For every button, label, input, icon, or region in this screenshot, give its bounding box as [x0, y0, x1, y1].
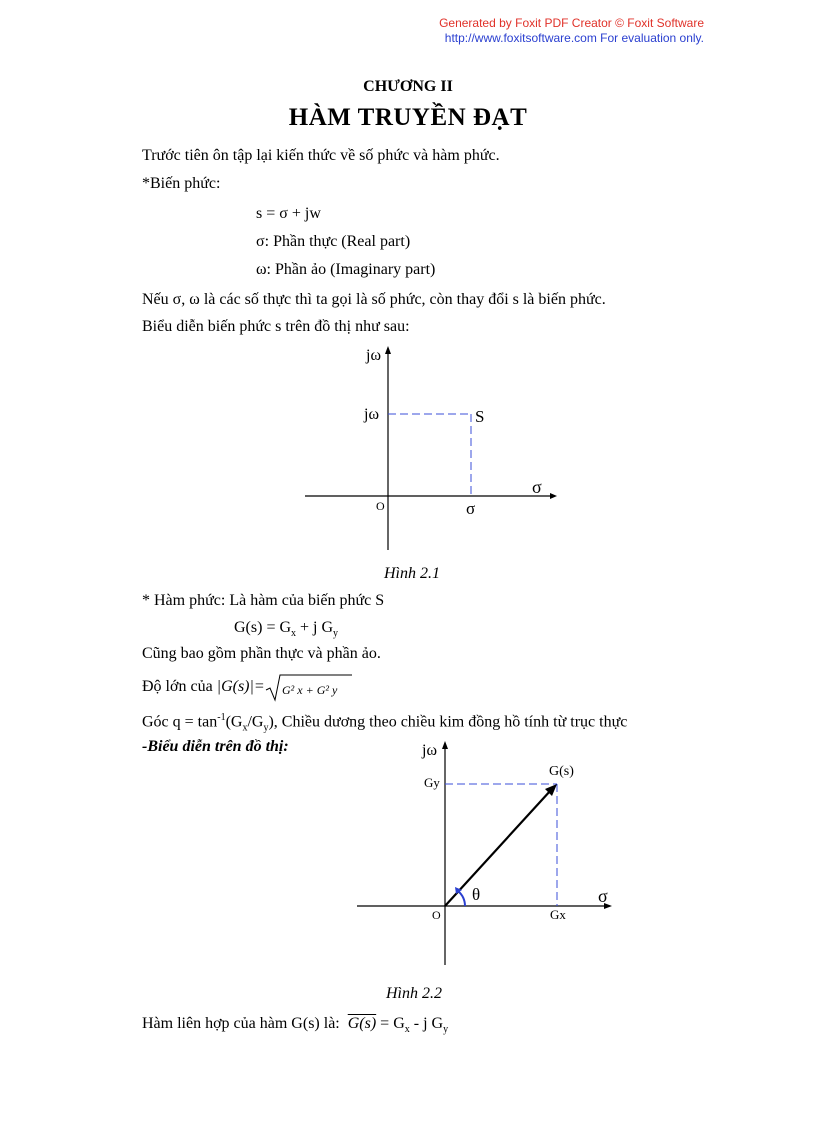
figure-2-1: [300, 340, 560, 555]
complex-variable-heading: *Biến phức:: [142, 175, 221, 192]
fig1-x-tick-label: σ: [466, 499, 476, 518]
magnitude-rhs: G² x + G² y: [282, 683, 338, 697]
figure-2-2: [352, 735, 620, 970]
complex-function-equation: $G(s) = G_x + j$ $G_y$: [234, 619, 339, 640]
fig2-gy-label: Gy: [424, 775, 440, 790]
magnitude-sqrt-formula: [264, 672, 354, 704]
fig2-x-axis-label: σ: [598, 886, 608, 906]
paragraph-complex-numbers: Nếu σ, ω là các số thực thì ta gọi là số phức, còn thay đổi s là biến phức.: [142, 291, 606, 308]
complex-function-note: Cũng bao gồm phần thực và phần ảo.: [142, 645, 381, 662]
fig1-point-label: S: [475, 407, 485, 426]
magnitude-label: Độ lớn của: [142, 678, 213, 695]
fig2-angle-arc: [458, 891, 465, 906]
plot-heading: -Biểu diễn trên đồ thị:: [142, 738, 289, 755]
conjugate-label: Hàm liên hợp của hàm G(s) là:: [142, 1015, 340, 1032]
chapter-label: CHƯƠNG II: [363, 78, 453, 95]
complex-function-heading: * Hàm phức: Là hàm của biến phức S: [142, 592, 385, 609]
fig1-x-arrow: [550, 493, 557, 499]
imag-part-text: ω: Phần ảo (Imaginary part): [256, 261, 436, 278]
watermark-line-2: http://www.foxitsoftware.com For evaluation only.: [444, 31, 704, 45]
fig2-origin-label: O: [432, 908, 441, 922]
complex-variable-equation: s = σ + jw: [256, 205, 321, 222]
fig2-y-axis-label: jω: [422, 742, 437, 759]
conjugate-line: Hàm liên hợp của hàm G(s) là: $G(s) = G_x - j$ $G_y$: [142, 1015, 449, 1036]
fig1-y-tick-label: jω: [364, 406, 379, 423]
magnitude-line: [142, 678, 265, 696]
magnitude-lhs: |G(s)|=: [216, 678, 265, 695]
figure-2-1-caption: Hình 2.1: [384, 565, 440, 582]
fig1-x-axis-label: σ: [532, 477, 542, 497]
fig1-y-axis-label: jω: [366, 347, 381, 364]
watermark-line-1: Generated by Foxit PDF Creator © Foxit Software: [439, 16, 704, 30]
fig2-point-label: G(s): [549, 764, 574, 779]
angle-line: Góc $q = \tan^{-1}(G_x/G_y)$, Chiều dương theo chiều kim đồng hồ tính từ trục thực: [142, 712, 628, 734]
intro-text: Trước tiên ôn tập lại kiến thức về số phức và hàm phức.: [142, 147, 500, 164]
figure-2-2-caption: Hình 2.2: [386, 985, 442, 1002]
chapter-title: HÀM TRUYỀN ĐẠT: [288, 104, 528, 131]
fig2-theta-label: θ: [472, 885, 481, 904]
conjugate-bar-term: G(s): [347, 1015, 377, 1032]
real-part-text: σ: Phần thực (Real part): [256, 233, 411, 250]
fig1-origin-label: O: [376, 499, 385, 513]
fig2-gx-label: Gx: [550, 907, 566, 922]
fig2-y-arrow: [442, 741, 448, 749]
fig1-y-arrow: [385, 346, 391, 354]
paragraph-plot-intro: Biểu diễn biến phức s trên đồ thị như sau:: [142, 318, 410, 335]
fig2-vector: [445, 790, 551, 906]
